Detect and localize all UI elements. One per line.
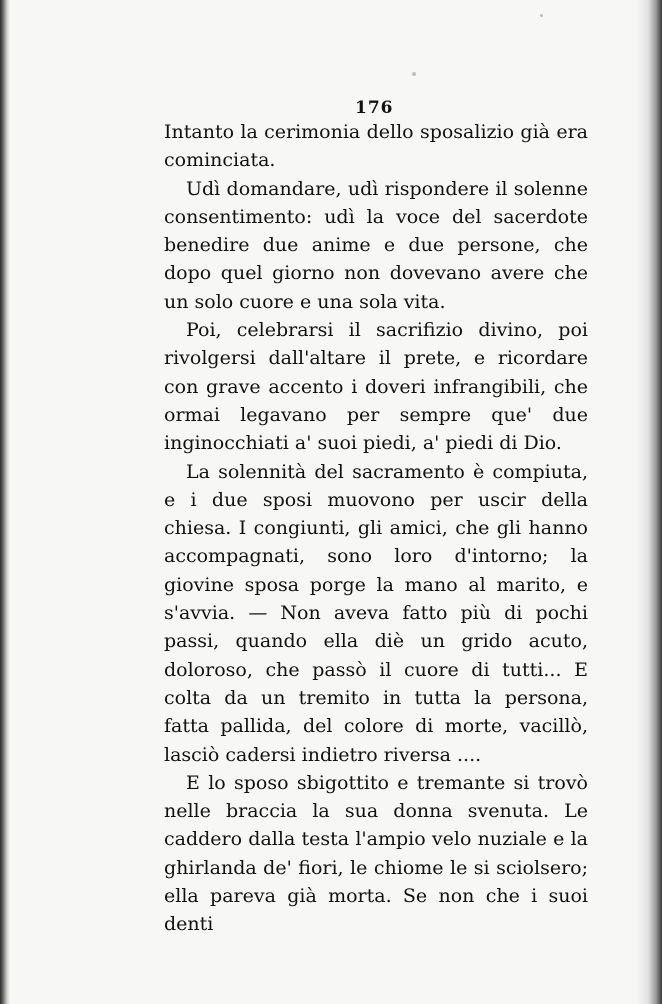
paragraph: Poi, celebrarsi il sacrifizio divino, poi rivolgersi dall'altare il prete, e ricordare con grave accento i doveri infrangibili, che ormai legavano per sempre que' due inginocchiati a' suoi piedi, a' piedi di Dio. [164,319,588,455]
paragraph: La solennità del sacramento è compiuta, e i due sposi muovono per uscir della chiesa. I congiunti, gli amici, che gli hanno accompagnati, sono loro d'intorno; la giovine sposa porge la mano al marito, e s'avvia. — Non aveva fatto più di pochi passi, quando ella diè un grido acuto, doloroso, che passò il cuore di tutti... E colta da un tremito in tutta la persona, fatta pallida, del colore di morte, vacillò, lasciò cadersi indietro riversa .... [164,460,588,766]
paragraph: Intanto la cerimonia dello sposalizio già era cominciata. [164,121,588,172]
paragraph: E lo sposo sbigottito e tremante si trovò nelle braccia la sua donna svenuta. Le caddero dalla testa l'ampio velo nuziale e la ghirlanda de' fiori, le chiome le si sciolsero; ella pareva già morta. Se non che i suoi denti [164,771,588,936]
page-number: 176 [355,98,394,118]
right-page-edge [636,0,662,1004]
left-page-edge [0,0,10,1004]
paper-speck [412,72,416,76]
paper-speck [540,14,543,17]
paragraph: Udì domandare, udì rispondere il solenne consentimento: udì la voce del sacerdote benedire due anime e due persone, che dopo quel giorno non dovevano avere che un solo cuore e una sola vita. [164,177,588,313]
body-text [164,118,588,939]
